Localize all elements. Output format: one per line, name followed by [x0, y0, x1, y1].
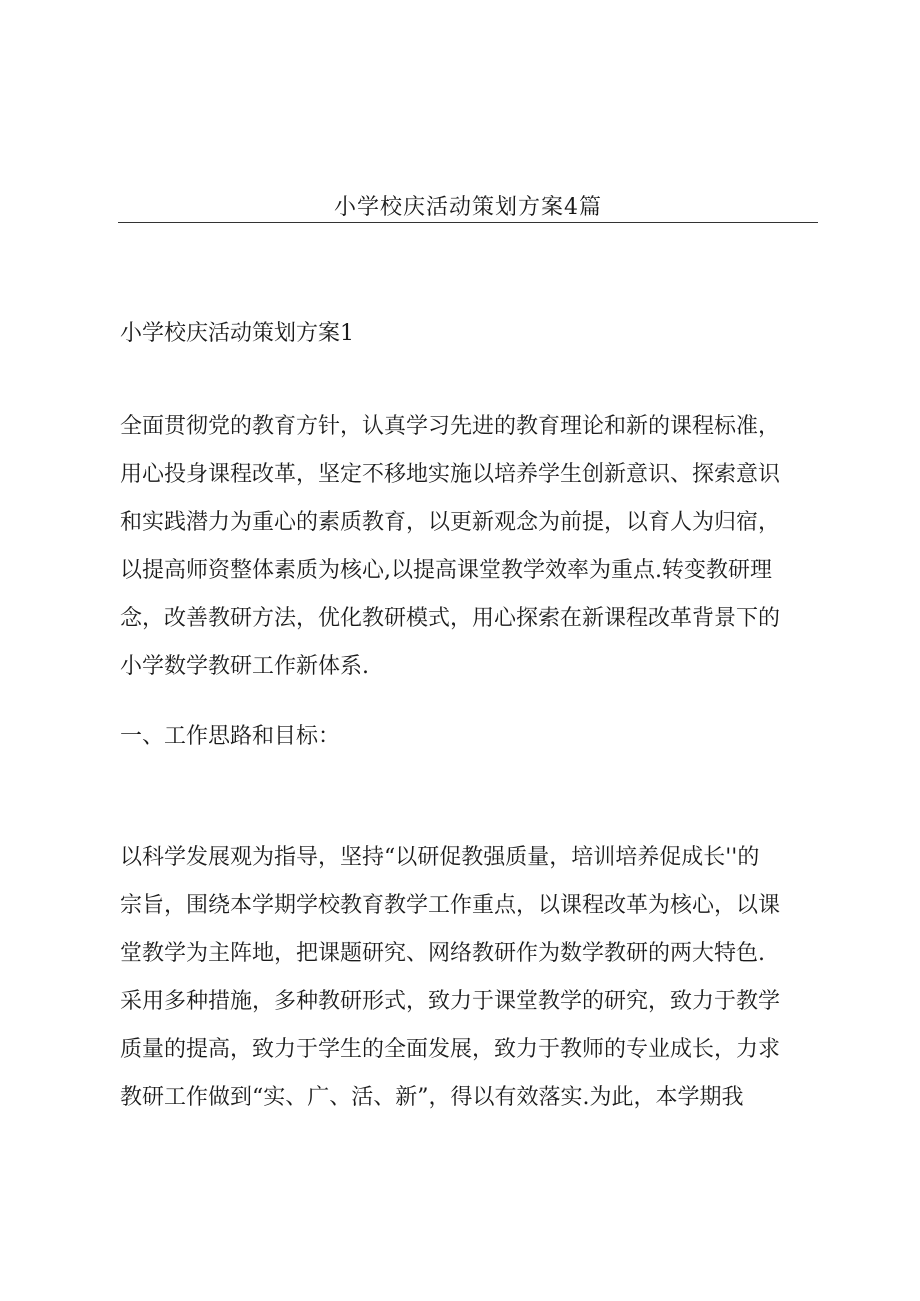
paragraph-line: 以科学发展观为指导，坚持“以研促教强质量，培训培养促成长''的 — [120, 845, 760, 870]
title-underline-divider — [118, 222, 818, 223]
intro-paragraph — [120, 409, 820, 697]
paragraph-line: 堂教学为主阵地，把课题研究、网络教研作为数学教研的两大特色. — [120, 941, 765, 966]
paragraph-line: 质量的提高，致力于学生的全面发展，致力于教师的专业成长，力求 — [120, 1037, 781, 1062]
paragraph-line: 念，改善教研方法，优化教研模式，用心探索在新课程改革背景下的 — [120, 606, 781, 631]
paragraph-line: 用心投身课程改革，坚定不移地实施以培养学生创新意识、探索意识 — [120, 462, 781, 487]
subheading-work-goals: 一、工作思路和目标： — [120, 724, 341, 749]
paragraph-line: 采用多种措施，多种教研形式，致力于课堂教学的研究，致力于教学 — [120, 989, 781, 1014]
paragraph-line: 宗旨，围绕本学期学校教育教学工作重点，以课程改革为核心，以课 — [120, 893, 781, 918]
section-heading: 小学校庆活动策划方案1 — [120, 321, 354, 346]
work-goals-paragraph — [120, 840, 820, 1128]
paragraph-line: 教研工作做到“实、广、活、新”，得以有效落实.为此，本学期我 — [120, 1085, 744, 1110]
document-title: 小学校庆活动策划方案4篇 — [334, 195, 602, 220]
paragraph-line: 以提高师资整体素质为核心,以提高课堂教学效率为重点.转变教研理 — [120, 558, 772, 583]
paragraph-line: 全面贯彻党的教育方针，认真学习先进的教育理论和新的课程标准， — [120, 414, 781, 439]
paragraph-line: 小学数学教研工作新体系. — [120, 654, 369, 679]
paragraph-line: 和实践潜力为重心的素质教育，以更新观念为前提，以育人为归宿， — [120, 510, 781, 535]
